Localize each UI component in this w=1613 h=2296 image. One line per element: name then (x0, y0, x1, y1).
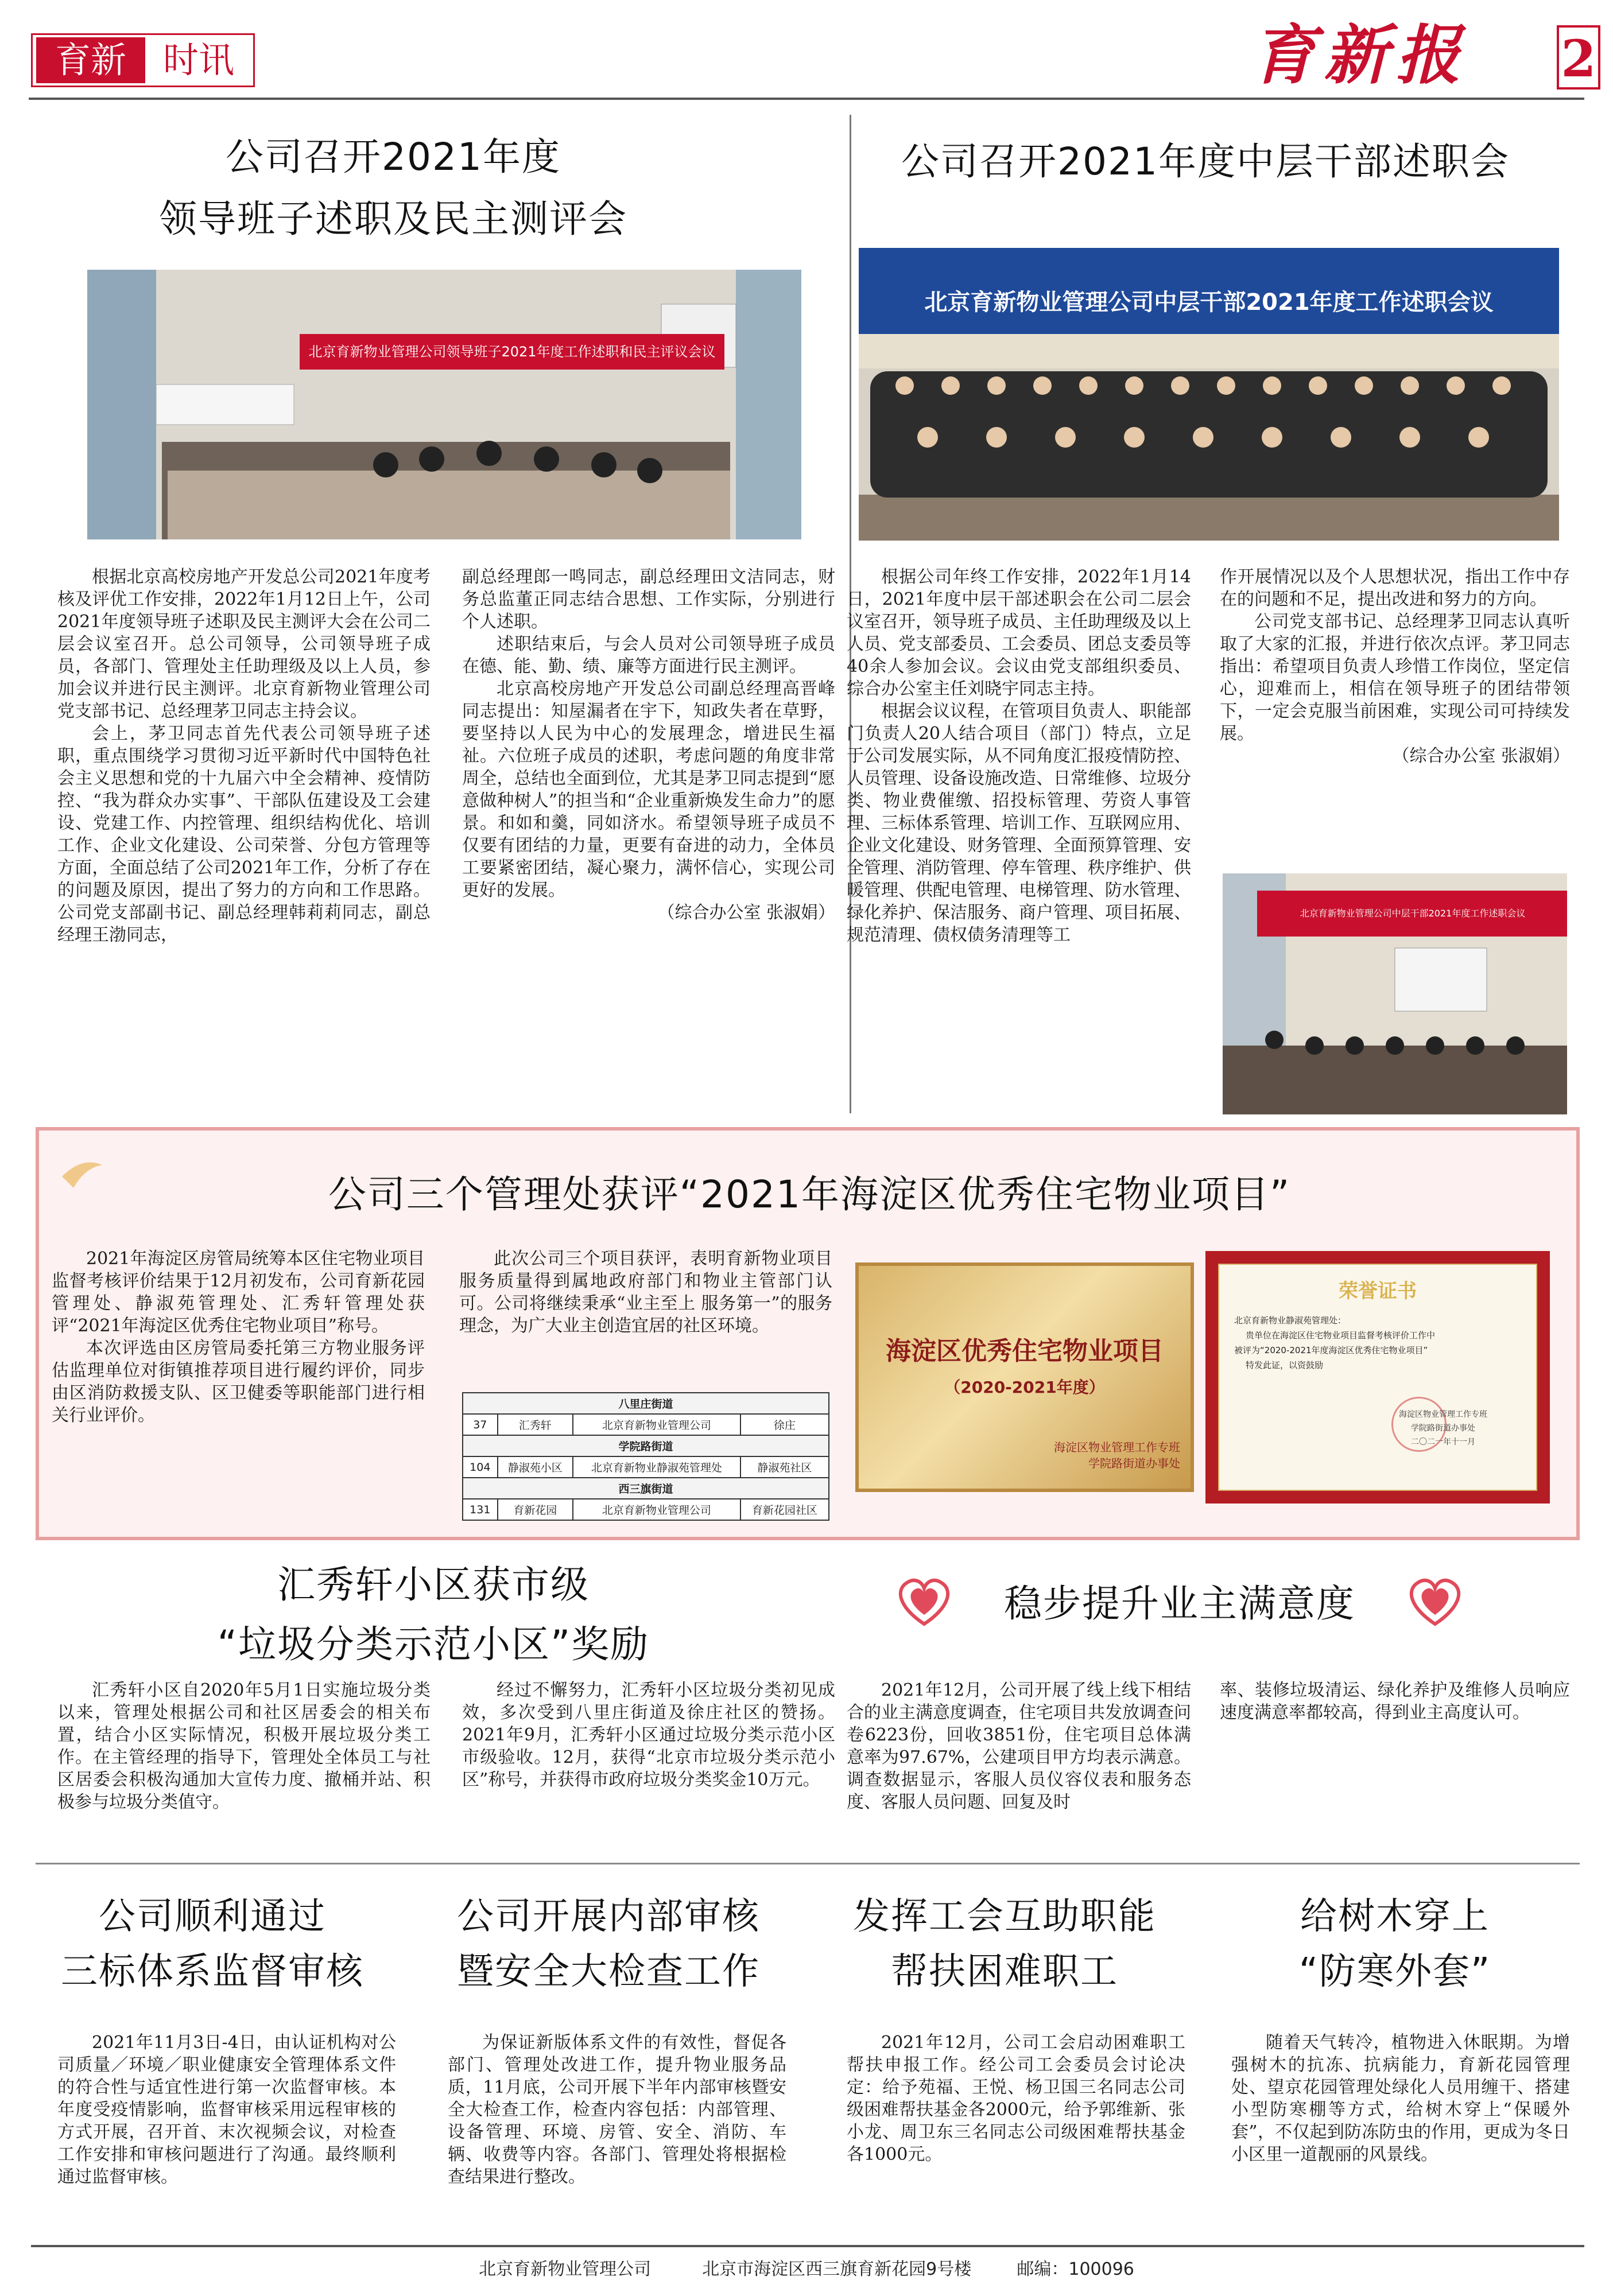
article6-title-line1: 公司顺利通过 (99, 1895, 326, 1938)
article6-para: 2021年11月3日-4日，由认证机构对公司质量／环境／职业健康安全管理体系文件的符合性与适宜性进行第一次监督审核。本年度受疫情影响，监督审核采用远程审核的方式开展，召开首、末次视频会议，对检查工作安排和审核问题进行了沟通。最终顺利通过监督审核。 (57, 2033, 396, 2187)
article1-para: 副总经理郎一鸣同志，副总经理田文洁同志，财务总监董正同志结合思想、工作实际，分别进行个人述职。 (462, 567, 835, 632)
table-cell: 北京育新物业管理公司 (573, 1414, 740, 1435)
certificate-line: 特发此证，以资鼓励 (1246, 1360, 1324, 1370)
article2-photo-banner: 北京育新物业管理公司中层干部2021年度工作述职会议 (924, 289, 1494, 316)
footer-address: 北京市海淀区西三旗育新花园9号楼 (702, 2259, 972, 2279)
article2-para: 作开展情况以及个人思想状况，指出工作中存在的问题和不足，提出改进和努力的方向。 (1220, 567, 1570, 609)
article4-title-line2: “垃圾分类示范小区”奖励 (217, 1622, 650, 1666)
article3-col2 (459, 1248, 832, 1337)
article2-para: 公司党支部书记、总经理茅卫同志认真听取了大家的汇报，并进行依次点评。茅卫同志指出：希望项目负责人珍惜工作岗位，坚定信心，迎难而上，相信在领导班子的团结带领下，一定会克服当前困难，实现公司可持续发展。 (1220, 612, 1570, 744)
certificate-seal-text: 海淀区物业管理工作专班 (1399, 1410, 1487, 1419)
article8-para: 2021年12月，公司工会启动困难职工帮扶申报工作。经公司工会委员会讨论决定：给予苑福、王悦、杨卫国三名同志公司级困难帮扶基金各2000元，给予郭维新、张小龙、周卫东三名同志公司级困难帮扶基金各1000元。 (847, 2033, 1185, 2165)
table-row (463, 1456, 829, 1478)
article1-para: 根据北京高校房地产开发总公司2021年度考核及评优工作安排，2022年1月12日上午，公司2021年度领导班子述职及民主测评大会在公司二层会议室召开。总公司领导，公司领导班子成员，各部门、管理处主任助理级及以上人员，参加会议并进行民主测评。北京育新物业管理公司党支部书记、总经理茅卫同志主持会议。 (57, 567, 431, 721)
article3-title: 公司三个管理处获评“2021年海淀区优秀住宅物业项目” (328, 1172, 1291, 1217)
article1-title (63, 126, 723, 250)
article8-title (809, 1889, 1200, 1999)
table-cell: 静淑苑小区 (498, 1456, 573, 1478)
section-logo (31, 33, 255, 87)
table-cell: 静淑苑社区 (740, 1456, 829, 1478)
table-cell: 北京育新物业静淑苑管理处 (573, 1456, 740, 1478)
article2-col2 (1220, 566, 1570, 767)
article5-para: 2021年12月，公司开展了线上线下相结合的业主满意度调查，住宅项目共发放调查问卷6223份，回收3851份，住宅项目总体满意率为97.67%，公建项目甲方均表示满意。调查数据显示，客服人员仪容仪表和服务态度、客服人员问题、回复及时 (847, 1680, 1191, 1812)
article2-photo2-banner: 北京育新物业管理公司中层干部2021年度工作述职会议 (1300, 908, 1526, 919)
article3-para: 本次评选由区房管局委托第三方物业服务评估监理单位对街镇推荐项目进行履约评价，同步由区消防救援支队、区卫健委等职能部门进行相关行业评价。 (52, 1338, 425, 1425)
page-number: 2 (1557, 25, 1600, 90)
section-rule (36, 1863, 1580, 1864)
article8-title-line2: 帮扶困难职工 (891, 1951, 1118, 1993)
article1-title-line2: 领导班子述职及民主测评会 (159, 197, 627, 241)
table-group-header: 西三旗街道 (463, 1478, 829, 1499)
article1-photo (87, 270, 801, 539)
table-cell: 37 (463, 1414, 498, 1435)
article1-col1 (57, 566, 431, 946)
article1-para: 会上，茅卫同志首先代表公司领导班子述职，重点围绕学习贯彻习近平新时代中国特色社会主义思想和党的十九届六中全会精神、疫情防控、“我为群众办实事”、干部队伍建设及工会建设、党建工作、内控管理、组织结构优化、培训工作、企业文化建设、公司荣誉、分包方管理等方面，全面总结了公司2021年工作，分析了存在的问题及原因，提出了努力的方向和工作思路。公司党支部副书记、副总经理韩莉莉同志，副总经理王渤同志， (57, 724, 431, 945)
paper-name: 育新报 (1251, 18, 1468, 93)
plaque-years: （2020-2021年度） (944, 1378, 1105, 1397)
article6-title-line2: 三标体系监督审核 (61, 1951, 364, 1993)
article3-para: 2021年海淀区房管局统筹本区住宅物业项目监督考核评价结果于12月初发布，公司育新花园管理处、静淑苑管理处、汇秀轩管理处获评“2021年海淀区优秀住宅物业项目”称号。 (52, 1249, 425, 1336)
article6-title (34, 1889, 390, 1999)
article7-para: 为保证新版体系文件的有效性，督促各部门、管理处改进工作，提升物业服务品质，11月底，公司开展下半年内部审核暨安全大检查工作，检查内容包括：内部管理、设备管理、环境、房管、安全、消防、车辆、收费等内容。各部门、管理处将根据检查结果进行整改。 (448, 2033, 786, 2187)
article9-col (1231, 2031, 1570, 2166)
article7-title (413, 1889, 804, 1999)
certificate-line: 被评为“2020-2021年度海淀区优秀住宅物业项目” (1234, 1345, 1428, 1355)
plaque-title: 海淀区优秀住宅物业项目 (886, 1337, 1164, 1366)
article1-para: 北京高校房地产开发总公司副总经理高晋峰同志提出：知屋漏者在宇下，知政失者在草野，要坚持以人民为中心的发展理念，增进民生福祉。六位班子成员的述职，考虑问题的角度非常周全，总结也全面到位，尤其是茅卫同志提到“愿意做种树人”的担当和“企业重新焕发生命力”的愿景。和如和羹，同如济水。希望领导班子成员不仅要有团结的力量，更要有奋进的动力，全体员工要紧密团结，凝心聚力，满怀信心，实现公司更好的发展。 (462, 679, 835, 900)
table-cell: 北京育新物业管理公司 (573, 1499, 740, 1520)
article4-para: 经过不懈努力，汇秀轩小区垃圾分类初见成效，多次受到八里庄街道及徐庄社区的赞扬。2021年9月，汇秀轩小区通过垃圾分类示范小区市级验收。12月，获得“北京市垃圾分类示范小区”称号，并获得市政府垃圾分类奖金10万元。 (462, 1680, 835, 1790)
heart-icon (1403, 1572, 1467, 1630)
article4-col2 (462, 1679, 835, 1791)
table-group-header: 八里庄街道 (463, 1393, 829, 1414)
article5-title: 稳步提升业主满意度 (1004, 1582, 1355, 1626)
footer-company: 北京育新物业管理公司 (479, 2259, 652, 2279)
article2-signature: （综合办公室 张淑娟） (1392, 746, 1570, 766)
article2-title: 公司召开2021年度中层干部述职会 (901, 139, 1510, 184)
article2-photo (859, 248, 1559, 541)
article2-photo2 (1223, 873, 1567, 1114)
honor-certificate (1205, 1251, 1550, 1504)
certificate-line: 贵单位在海淀区住宅物业项目监督考核评价工作中 (1246, 1330, 1436, 1341)
plaque-issuer: 学院路街道办事处 (1088, 1456, 1180, 1470)
table-cell: 育新花园 (498, 1499, 573, 1520)
article2-para: 根据会议议程，在管项目负责人、职能部门负责人20人结合项目（部门）特点，立足于公司发展实际，从不同角度汇报疫情防控、人员管理、设备设施改造、日常维修、垃圾分类、物业费催缴、招投标管理、劳资人事管理、三标体系管理、培训工作、互联网应用、企业文化建设、财务管理、全面预算管理、安全管理、消防管理、停车管理、秩序维护、供暖管理、供配电管理、电梯管理、防水管理、绿化养护、保洁服务、商户管理、项目拓展、规范清理、债权债务清理等工 (847, 701, 1191, 945)
article4-title-line1: 汇秀轩小区获市级 (277, 1563, 590, 1607)
meeting-photo-illustration (87, 270, 801, 539)
section-logo-part2: 时讯 (162, 39, 234, 81)
certificate-inner (1218, 1264, 1537, 1491)
certificate-seal-text: 学院路街道办事处 (1411, 1424, 1475, 1433)
award-plaque (855, 1262, 1194, 1492)
certificate-heading: 荣誉证书 (1339, 1280, 1417, 1303)
article5-col1 (847, 1679, 1191, 1813)
article4-title (80, 1555, 786, 1675)
heart-icon (893, 1572, 956, 1630)
table-cell: 104 (463, 1456, 498, 1478)
article9-para: 随着天气转冷，植物进入休眠期。为增强树木的抗冻、抗病能力，育新花园管理处、望京花园管理处绿化人员用缠干、搭建小型防寒棚等方式，给树木穿上“保暖外套”，不仅起到防冻防虫的作用，更成为冬日小区里一道靓丽的风景线。 (1231, 2033, 1570, 2165)
footer (0, 2255, 1613, 2284)
table-cell: 131 (463, 1499, 498, 1520)
footer-rule (31, 2245, 1584, 2247)
certificate-line: 北京育新物业静淑苑管理处： (1234, 1315, 1347, 1326)
article1-para: 述职结束后，与会人员对公司领导班子成员在德、能、勤、绩、廉等方面进行民主测评。 (462, 634, 835, 677)
article8-title-line1: 发挥工会互助职能 (853, 1895, 1156, 1938)
article3-col1 (52, 1248, 425, 1427)
article1-signature: （综合办公室 张淑娟） (657, 903, 835, 923)
table-row (463, 1414, 829, 1435)
honor-table (462, 1392, 829, 1521)
article3-para: 此次公司三个项目获评，表明育新物业项目服务质量得到属地政府部门和物业主管部门认可。公司将继续秉承“业主至上 服务第一”的服务理念，为广大业主创造宜居的社区环境。 (459, 1249, 832, 1336)
masthead-rule (29, 98, 1584, 100)
article1-photo-banner: 北京育新物业管理公司领导班子2021年度工作述职和民主评议会议 (300, 334, 724, 370)
table-cell: 汇秀轩 (498, 1414, 573, 1435)
certificate-date: 二〇二一年十一月 (1411, 1438, 1475, 1447)
article6-col (57, 2031, 396, 2188)
article5-para: 率、装修垃圾清运、绿化养护及维修人员响应速度满意率都较高，得到业主高度认可。 (1220, 1680, 1570, 1723)
article9-title-line2: “防寒外套” (1298, 1951, 1491, 1993)
article7-title-line2: 暨安全大检查工作 (457, 1951, 760, 1993)
article2-para: 根据公司年终工作安排，2022年1月14日，2021年度中层干部述职会在公司二层会议室召开，领导班子成员、主任助理级及以上人员、党支部委员、工会委员、团总支委员等40余人参加会议。会议由党支部组织委员、综合办公室主任刘晓宇同志主持。 (847, 567, 1191, 699)
article4-para: 汇秀轩小区自2020年5月1日实施垃圾分类以来，管理处根据公司和社区居委会的相关布置，结合小区实际情况，积极开展垃圾分类工作。在主管经理的指导下，管理处全体员工与社区居委会积极沟通加大宣传力度、撤桶并站、积极参与垃圾分类值守。 (57, 1680, 431, 1812)
article9-title-line1: 给树木穿上 (1300, 1895, 1490, 1938)
table-cell: 育新花园社区 (740, 1499, 829, 1520)
section-logo-part1: 育新 (36, 37, 145, 83)
article1-col2 (462, 566, 835, 924)
table-row (463, 1499, 829, 1520)
article5-col2 (1220, 1679, 1570, 1724)
article4-col1 (57, 1679, 431, 1813)
article8-col (847, 2031, 1185, 2166)
table-cell: 徐庄 (740, 1414, 829, 1435)
article1-title-line1: 公司召开2021年度 (226, 135, 561, 179)
table-group-header: 学院路街道 (463, 1435, 829, 1456)
plaque-issuer: 海淀区物业管理工作专班 (1054, 1440, 1180, 1454)
article7-col (448, 2031, 786, 2188)
article2-col1 (847, 566, 1191, 946)
article7-title-line1: 公司开展内部审核 (457, 1895, 760, 1938)
article9-title (1211, 1889, 1579, 1999)
footer-postcode: 邮编：100096 (1017, 2259, 1134, 2279)
